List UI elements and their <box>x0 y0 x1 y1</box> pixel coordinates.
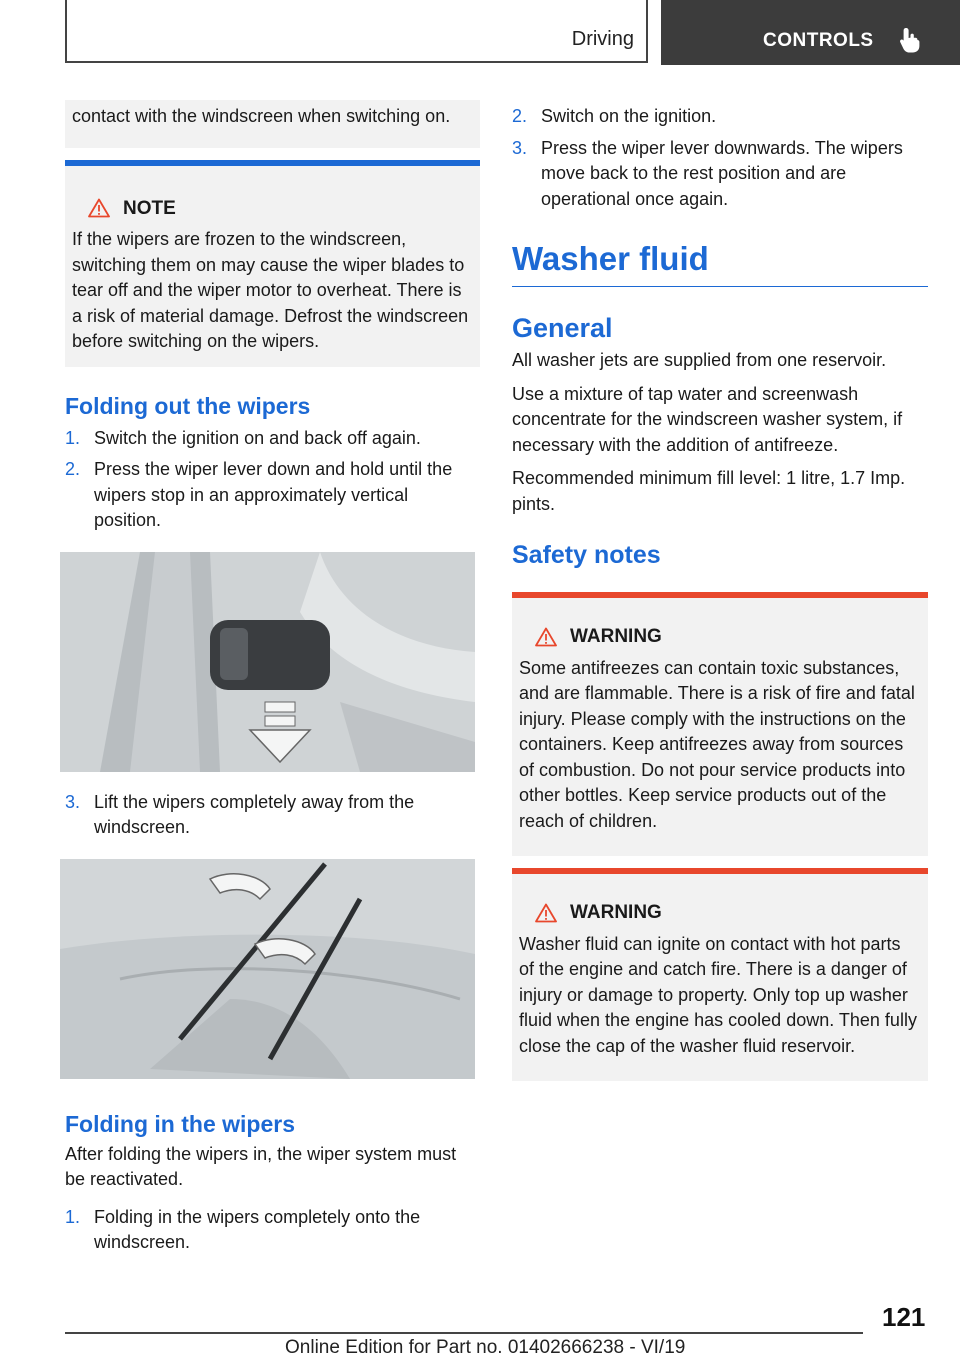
folding-in-steps-continued <box>512 104 928 212</box>
chapter-label: CONTROLS <box>763 30 874 51</box>
general-heading: General <box>512 313 613 343</box>
note-panel <box>65 160 480 367</box>
wiper-lever-illustration <box>60 552 475 772</box>
warning-body: Washer fluid can ignite on contact with hot parts of the engine and catch fire. There is a danger of injury or damage to property. Only top up washer fluid when the engine has cooled down. Then fully close the cap of the washer fluid reservoir. <box>519 933 917 1056</box>
hand-pointer-icon <box>897 26 923 54</box>
wiper-lever-drawing <box>60 552 475 772</box>
step-number: 1. <box>65 427 81 448</box>
folding-in-steps <box>65 1205 480 1256</box>
list-item <box>65 426 480 452</box>
note-title: NOTE <box>123 197 176 219</box>
step-number: 2. <box>65 459 81 479</box>
step-text: Folding in the wipers completely onto the windscreen. <box>94 1206 421 1252</box>
warning-title: WARNING <box>570 626 662 647</box>
warning-panel <box>512 868 928 1081</box>
general-paragraph: All washer jets are supplied from one reservoir. <box>512 350 887 370</box>
warning-triangle-icon <box>88 198 110 218</box>
note-header <box>72 196 472 222</box>
warning-triangle-icon <box>535 903 557 923</box>
general-paragraph: Recommended minimum fill level: 1 litre, 1.7 Imp. pints. <box>512 468 906 514</box>
general-paragraph: Use a mixture of tap water and screenwash concentrate for the windscreen washer system, if necessary with the addition of antifreeze. <box>512 383 903 455</box>
continued-note-text: contact with the windscreen when switching on. <box>72 106 451 126</box>
warning-body: Some antifreezes can contain toxic substances, and are flammable. There is a risk of fire and fatal injury. Please comply with the instructions on the containers. Keep antifreezes away from sources of combustion. Do not pour service products into other bottles. Keep service products out of the reach of children. <box>519 657 915 831</box>
folding-out-steps <box>65 426 480 534</box>
header-frame <box>65 0 648 63</box>
list-item <box>512 104 928 130</box>
folding-in-intro: After folding the wipers in, the wiper system must be reactivated. <box>65 1143 457 1189</box>
warning-panel <box>512 592 928 856</box>
header-section-title: Driving <box>571 28 634 50</box>
washer-fluid-heading: Washer fluid <box>512 240 928 287</box>
left-column <box>65 100 480 1262</box>
warning-header <box>519 624 920 650</box>
step-text: Switch the ignition on and back off again. <box>94 427 421 448</box>
step-text: Lift the wipers completely away from the windscreen. <box>94 791 415 837</box>
list-item <box>65 457 480 534</box>
list-item <box>65 790 480 841</box>
step-number: 1. <box>65 1206 81 1227</box>
chapter-tab[interactable] <box>661 0 960 65</box>
right-column <box>512 100 928 1081</box>
step-text: Switch on the ignition. <box>541 106 717 126</box>
footer-divider <box>65 1332 863 1334</box>
note-body: If the wipers are frozen to the windscreen, switching them on may cause the wiper blades to tear off and the wiper motor to overheat. There is a risk of material damage. Defrost the windscreen before switching on the wipers. <box>72 229 469 351</box>
list-item <box>512 136 928 213</box>
list-item <box>65 1205 480 1256</box>
step-number: 3. <box>512 137 528 158</box>
folding-out-heading: Folding out the wipers <box>65 392 311 419</box>
folding-in-heading: Folding in the wipers <box>65 1110 295 1137</box>
wipers-lifted-drawing <box>60 859 475 1079</box>
step-text: Press the wiper lever downwards. The wipers move back to the rest position and are operational once again. <box>541 137 903 209</box>
wipers-lifted-illustration <box>60 859 475 1079</box>
warning-title: WARNING <box>570 902 662 923</box>
safety-notes-heading: Safety notes <box>512 541 661 569</box>
continued-note-panel <box>65 100 480 148</box>
warning-header <box>519 900 920 926</box>
warning-triangle-icon <box>535 627 557 647</box>
step-number: 3. <box>65 791 81 812</box>
page-number: 121 <box>882 1302 926 1332</box>
edition-footer: Online Edition for Part no. 01402666238 - VI/19 <box>285 1337 686 1358</box>
step-text: Press the wiper lever down and hold until the wipers stop in an approximately vertical position. <box>94 459 453 530</box>
folding-out-steps-continued <box>65 790 480 841</box>
step-number: 2. <box>512 106 528 126</box>
